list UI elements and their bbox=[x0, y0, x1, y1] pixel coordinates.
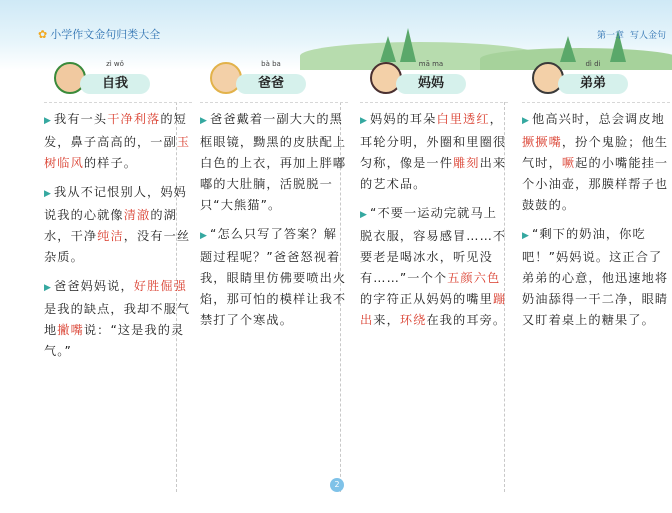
paragraph bbox=[522, 224, 670, 331]
paragraph-text: 的湖水，干净 bbox=[44, 208, 177, 243]
highlighted-phrase: 撅撅嘴 bbox=[522, 135, 562, 149]
paragraph-text: 爸爸妈妈说， bbox=[54, 279, 134, 293]
bullet-arrow-icon: ▶ bbox=[44, 283, 53, 293]
column-self bbox=[44, 56, 192, 370]
column-header bbox=[522, 56, 670, 100]
paragraph-text: 的字符正从妈妈的嘴里 bbox=[360, 292, 493, 306]
paragraph-text: 起的小嘴能挂一个小油壶，那膜样帮子也鼓鼓的。 bbox=[522, 156, 669, 212]
title-pinyin: bà ba bbox=[261, 60, 281, 68]
paragraph-text: 我有一头 bbox=[54, 112, 108, 126]
column-header bbox=[44, 56, 192, 100]
bullet-arrow-icon: ▶ bbox=[44, 116, 53, 126]
paragraph-list bbox=[200, 109, 348, 331]
paragraph-text: 来， bbox=[373, 313, 400, 327]
paragraph bbox=[200, 109, 348, 216]
bullet-arrow-icon: ▶ bbox=[522, 116, 531, 126]
paragraph-text: 在我的耳旁。 bbox=[426, 313, 507, 327]
paragraph-text: 他高兴时，总会调皮地 bbox=[532, 112, 665, 126]
paragraph-text: ，没有一丝杂质。 bbox=[44, 229, 191, 264]
bullet-arrow-icon: ▶ bbox=[360, 210, 369, 220]
paragraph bbox=[522, 109, 670, 216]
section-text: 写人金句 bbox=[629, 31, 666, 41]
highlighted-phrase: 五颜六色 bbox=[447, 271, 501, 285]
highlighted-phrase: 撇嘴 bbox=[57, 323, 84, 337]
highlighted-phrase: 玉树临风 bbox=[44, 135, 191, 170]
highlighted-phrase: 清澈 bbox=[123, 208, 151, 222]
chapter-text: 第一章 bbox=[596, 31, 624, 41]
paragraph-text: 的样子。 bbox=[83, 156, 138, 170]
paragraph-text: 是我的缺点，我却不服气地 bbox=[44, 302, 191, 337]
paragraph bbox=[200, 224, 348, 331]
paragraph-text: ，扮个鬼脸；他生气时， bbox=[522, 135, 669, 170]
paragraph bbox=[44, 109, 192, 174]
column-title: 妈妈 bbox=[396, 74, 466, 94]
bullet-arrow-icon: ▶ bbox=[200, 116, 209, 126]
paragraph-text: 爸爸戴着一副大大的黑框眼镜，黝黑的皮肤配上白色的上衣，再加上胖嘟嘟的大肚腩，活脱脱一只“大熊猫”。 bbox=[200, 112, 347, 212]
paragraph-list bbox=[360, 109, 508, 331]
title-pinyin: mā ma bbox=[418, 60, 444, 68]
column-header bbox=[200, 56, 348, 100]
highlighted-phrase: 雕刻 bbox=[453, 156, 480, 170]
paragraph-text: 出来的艺术品。 bbox=[360, 156, 507, 191]
paragraph-text: ，耳轮分明，外圈和里圈很匀称，像是一件 bbox=[360, 112, 507, 170]
chapter-label bbox=[591, 28, 666, 41]
paragraph bbox=[360, 109, 508, 195]
page-number: 2 bbox=[330, 478, 344, 492]
paragraph-text: 的短发，鼻子高高的，一副 bbox=[44, 112, 187, 149]
title-pinyin: zì wǒ bbox=[106, 60, 124, 68]
column-mom bbox=[360, 56, 508, 339]
column-title: 自我 bbox=[80, 74, 150, 94]
bullet-arrow-icon: ▶ bbox=[360, 116, 369, 126]
bullet-arrow-icon: ▶ bbox=[200, 231, 209, 241]
highlighted-phrase: 环绕 bbox=[399, 313, 427, 327]
highlighted-phrase: 噘 bbox=[561, 156, 576, 170]
highlighted-phrase: 白里透红 bbox=[436, 112, 490, 126]
highlighted-phrase: 纯洁 bbox=[97, 229, 124, 243]
paragraph bbox=[44, 276, 192, 362]
paragraph-text: 我从不记恨别人，妈妈说我的心就像 bbox=[44, 185, 187, 222]
title-pinyin: dì di bbox=[585, 60, 601, 68]
bullet-arrow-icon: ▶ bbox=[44, 189, 53, 199]
paragraph-text: 妈妈的耳朵 bbox=[370, 112, 437, 126]
highlighted-phrase: 蹦出 bbox=[360, 292, 507, 327]
column-title: 爸爸 bbox=[236, 74, 306, 94]
column-brother bbox=[522, 56, 670, 339]
column-title: 弟弟 bbox=[558, 74, 628, 94]
highlighted-phrase: 好胜倔强 bbox=[133, 279, 187, 293]
highlighted-phrase: 干净利落 bbox=[107, 112, 161, 126]
star-icon: ✿ bbox=[38, 28, 48, 41]
paragraph bbox=[44, 182, 192, 268]
paragraph-list bbox=[522, 109, 670, 331]
book-title bbox=[38, 26, 160, 42]
paragraph-list bbox=[44, 109, 192, 362]
book-title-text: 小学作文金句归类大全 bbox=[50, 28, 161, 41]
paragraph-text: “剩下的奶油，你吃吧！”妈妈说。这正合了弟弟的心意，他迅速地将奶油舔得一干二净，眼睛又盯着桌上的糖果了。 bbox=[522, 227, 669, 327]
paragraph-text: 说：“这是我的灵气。” bbox=[44, 323, 185, 358]
paragraph-text: “不要一运动完就马上脱衣服，容易感冒……不要老是喝冰水，听见没有……”一个个 bbox=[360, 206, 507, 285]
paragraph bbox=[360, 203, 508, 331]
column-dad bbox=[200, 56, 348, 339]
bullet-arrow-icon: ▶ bbox=[522, 231, 531, 241]
column-header bbox=[360, 56, 508, 100]
paragraph-text: “怎么只写了答案？解题过程呢？”爸爸怒视着我，眼睛里仿佛要喷出火焰，那可怕的模样让我不禁打了个寒战。 bbox=[200, 227, 347, 327]
